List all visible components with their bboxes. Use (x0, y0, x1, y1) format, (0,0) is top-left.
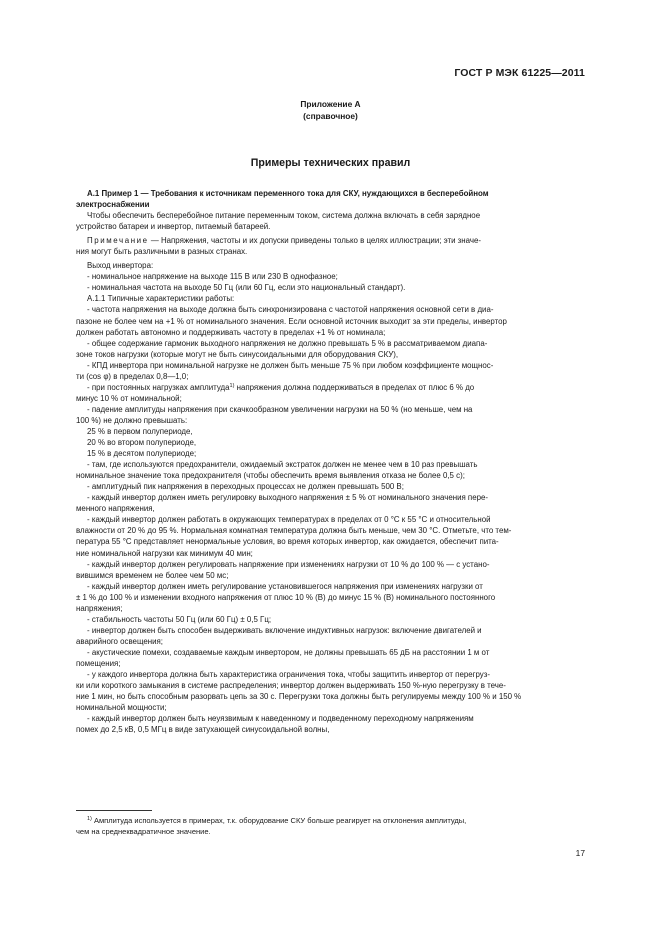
list-line: ние 1 мин, но быть способным разорвать цепь за 30 с. Перегрузки тока должны быть регулируемы между 100 % и 150 % (76, 692, 522, 702)
list-line: - общее содержание гармоник выходного напряжения не должно превышать 5 % в рассматриваемом диапа- (87, 338, 488, 348)
list-line: пазоне не более чем на +1 % от номинального значения. Если основной источник выходит за эти пределы, инвертор (76, 316, 507, 326)
list-line: - стабильность частоты 50 Гц (или 60 Гц) ± 0,5 Гц; (87, 614, 272, 624)
footnote-divider (76, 810, 152, 811)
list-line: - каждый инвертор должен иметь регулирование установившегося напряжения при изменениях нагрузки от (87, 581, 483, 591)
list-line: - у каждого инвертора должна быть характеристика ограничения тока, чтобы защитить инвертор от перегруз- (87, 670, 490, 680)
paragraph-line: Чтобы обеспечить бесперебойное питание переменным током, система должна включать в себя зарядное (87, 211, 481, 221)
list-line: - каждый инвертор должен быть неуязвимым к наведенному и подведенному переходному напряжениям (87, 714, 474, 724)
list-line: ти (cos φ) в пределах 0,8—1,0; (76, 371, 189, 381)
note-line: ния могут быть различными в разных странах. (76, 247, 248, 257)
footnote-line: чем на среднеквадратичное значение. (76, 827, 211, 836)
footnote-ref[interactable]: 1) (229, 382, 235, 389)
list-line: минус 10 % от номинальной; (76, 393, 182, 403)
list-line: номинальное значение тока предохранителя (чтобы обеспечить время выявления отказа не более 0,5 с); (76, 471, 465, 481)
list-line: - амплитудный пик напряжения в переходных процессах не должен превышать 500 В; (87, 482, 404, 492)
appendix-subtitle: (справочное) (303, 111, 358, 121)
list-line: помех до 2,5 кВ, 0,5 МГц в виде затухающей синусоидальной волны, (76, 725, 330, 735)
appendix-title: Приложение А (300, 99, 361, 109)
half-period-line: 15 % в десятом полупериоде; (87, 449, 197, 459)
list-line: напряжения; (76, 603, 123, 613)
list-line: менного напряжения, (76, 504, 155, 514)
list-item: - номинальная частота на выходе 50 Гц (или 60 Гц, если это национальный стандарт). (87, 283, 406, 293)
note-text: — Напряжения, частоты и их допуски приведены только в целях иллюстрации; эти значе- (148, 236, 482, 246)
list-line: аварийного освещения; (76, 636, 163, 646)
list-line: - акустические помехи, создаваемые каждым инвертором, не должны превышать 65 дБ на расстоянии 1 м от (87, 647, 490, 657)
list-item: - номинальное напряжение на выходе 115 В или 230 В однофазное; (87, 272, 338, 282)
list-line: - каждый инвертор должен работать в окружающих температурах в пределах от 0 °С к 55 °С и относительной (87, 515, 491, 525)
footnote-marker: 1) (87, 816, 92, 822)
list-line: помещения; (76, 658, 121, 668)
footnote-text: Амплитуда используется в примерах, т.к. оборудование СКУ больше реагирует на отклонения амплитуды, (91, 816, 467, 825)
footnote (76, 815, 584, 837)
footnote-line (76, 815, 584, 826)
amplitude-text-cont: напряжения должна поддерживаться в пределах от плюс 6 % до (234, 382, 475, 392)
note-label: Примечание (87, 236, 149, 246)
section-heading-line: электроснабжении (76, 200, 150, 210)
list-line: номинальной мощности; (76, 703, 167, 713)
list-line: - каждый инвертор должен иметь регулировку выходного напряжения ± 5 % от номинального значения пере- (87, 493, 489, 503)
list-line: ние номинальной нагрузки как минимум 40 мин; (76, 548, 253, 558)
half-period-line: 25 % в первом полупериоде, (87, 426, 193, 436)
subsection-title: А.1.1 Типичные характеристики работы: (87, 294, 235, 304)
paragraph-line: Выход инвертора: (87, 261, 154, 271)
list-line: ки или короткого замыкания в системе распределения; инвертор должен выдерживать 150 %-ную перегрузку в тече- (76, 681, 506, 691)
document-body (76, 188, 584, 735)
page-number: 17 (575, 848, 585, 858)
list-line: - там, где используются предохранители, ожидаемый экстраток должен не менее чем в 10 раз превышать (87, 460, 478, 470)
amplitude-text: - при постоянных нагрузках амплитуда (87, 382, 230, 392)
list-line: влажности от 20 % до 95 %. Нормальная комнатная температура должна быть меньше, чем 30 °С. Отметьте, что тем- (76, 526, 512, 536)
standard-code-header: ГОСТ Р МЭК 61225—2011 (454, 67, 585, 79)
appendix-heading (0, 98, 661, 122)
list-line: должен работать автономно и поддерживать частоту в пределах +1 % от номинала; (76, 327, 386, 337)
list-line: пература 55 °С представляет ненормальные условия, во время которых инвертор, как ожидается, обеспечит пита- (76, 537, 499, 547)
list-line: зоне токов нагрузки (которые могут не быть синусоидальными для оборудования СКУ), (76, 349, 399, 359)
list-line: вившимся временем не более чем 50 мс; (76, 570, 229, 580)
list-line (76, 382, 584, 393)
list-line: - каждый инвертор должен регулировать напряжение при изменениях нагрузки от 10 % до 100 % — с устано- (87, 559, 490, 569)
list-line: - падение амплитуды напряжения при скачкообразном увеличении нагрузки на 50 % (но меньше, чем на (87, 404, 473, 414)
paragraph-line: устройство батареи и инвертор, питаемый батареей. (76, 222, 271, 232)
half-period-line: 20 % во втором полупериоде, (87, 438, 197, 448)
section-heading-line: А.1 Пример 1 — Требования к источникам переменного тока для СКУ, нуждающихся в бесперебойном (87, 189, 489, 198)
list-line: ± 1 % до 100 % и изменении входного напряжения от плюс 10 % (В) до минус 15 % (В) номинального постоянного (76, 592, 496, 602)
list-line: 100 %) не должно превышать: (76, 415, 188, 425)
page-title: Примеры технических правил (250, 157, 411, 169)
note-line (76, 235, 584, 246)
list-line: - инвертор должен быть способен выдерживать включение индуктивных нагрузок: включение двигателей и (87, 625, 482, 635)
list-line: - частота напряжения на выходе должна быть синхронизирована с частотой напряжения основной сети в диа- (87, 305, 494, 315)
list-line: - КПД инвертора при номинальной нагрузке не должен быть меньше 75 % при любом коэффициенте мощнос- (87, 360, 494, 370)
